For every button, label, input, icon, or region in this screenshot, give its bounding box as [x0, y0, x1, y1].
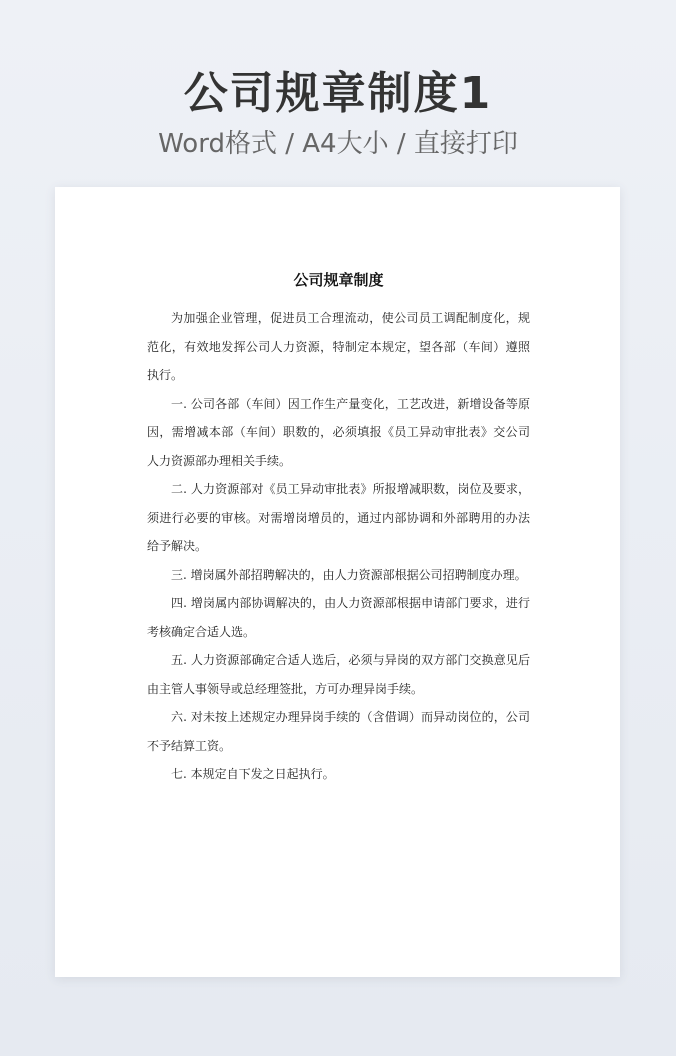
document-title: 公司规章制度 — [293, 271, 384, 289]
document-paragraph: 二. 人力资源部对《员工异动审批表》所报增减职数，岗位及要求，须进行必要的审核。对需增岗增员的，通过内部协调和外部聘用的办法给予解决。 — [147, 482, 530, 553]
document-paragraph: 三. 增岗属外部招聘解决的，由人力资源部根据公司招聘制度办理。 — [171, 567, 527, 582]
preview-header — [0, 64, 676, 162]
document-paragraph: 七. 本规定自下发之日起执行。 — [171, 767, 335, 781]
page-subtitle: Word格式 / A4大小 / 直接打印 — [158, 129, 518, 159]
document-paragraph: 四. 增岗属内部协调解决的，由人力资源部根据申请部门要求，进行考核确定合适人选。 — [147, 596, 530, 639]
document-paragraph: 为加强企业管理，促进员工合理流动，使公司员工调配制度化，规范化，有效地发挥公司人力资源，特制定本规定，望各部（车间）遵照执行。 — [147, 311, 530, 382]
document-paragraph: 五. 人力资源部确定合适人选后，必须与异岗的双方部门交换意见后由主管人事领导或总经理签批，方可办理异岗手续。 — [147, 653, 530, 696]
document-body — [147, 270, 530, 789]
document-paragraph: 一. 公司各部（车间）因工作生产量变化，工艺改进，新增设备等原因，需增减本部（车间）职数的，必须填报《员工异动审批表》交公司人力资源部办理相关手续。 — [147, 396, 530, 468]
document-page — [55, 187, 620, 977]
page-title: 公司规章制度1 — [183, 68, 493, 119]
document-paragraph: 六. 对未按上述规定办理异岗手续的（含借调）而异动岗位的，公司不予结算工资。 — [147, 710, 530, 753]
